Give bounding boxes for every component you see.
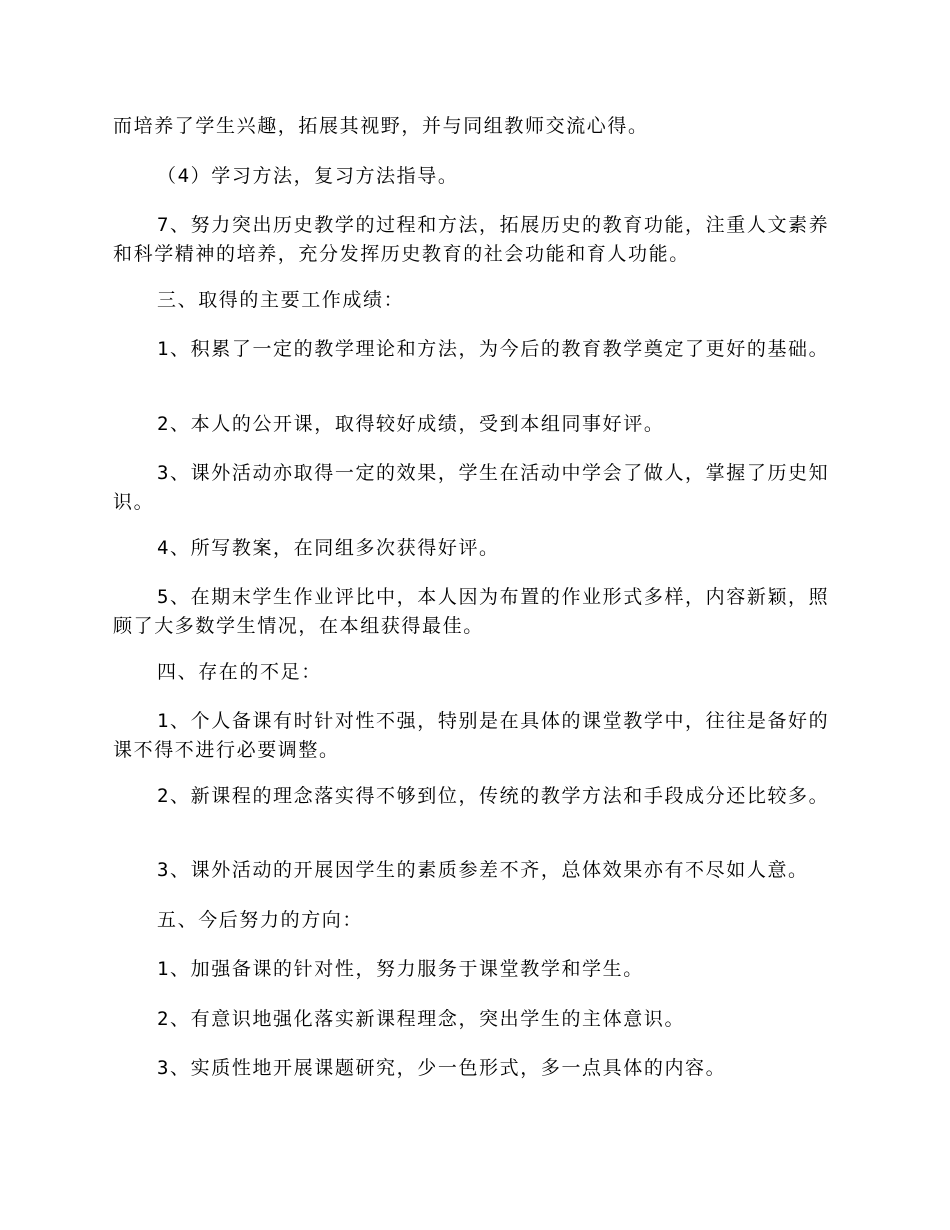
section-heading-achievements: 三、取得的主要工作成绩： [157,289,405,311]
direction-item-3: 3、实质性地开展课题研究，少一色形式，多一点具体的内容。 [157,1057,727,1079]
paragraph-continuation: 而培养了学生兴趣，拓展其视野，并与同组教师交流心得。 [113,115,649,137]
direction-item-1: 1、加强备课的针对性，努力服务于课堂教学和学生。 [157,958,644,980]
section-heading-future-direction: 五、今后努力的方向： [157,909,364,931]
direction-item-2: 2、有意识地强化落实新课程理念，突出学生的主体意识。 [157,1008,686,1030]
achievement-item-3: 3、课外活动亦取得一定的效果，学生在活动中学会了做人，掌握了历史知识。 [113,462,830,513]
achievement-item-2: 2、本人的公开课，取得较好成绩，受到本组同事好评。 [157,413,665,435]
achievement-item-1: 1、积累了一定的教学理论和方法，为今后的教育教学奠定了更好的基础。 [157,338,830,360]
achievement-item-5: 5、在期末学生作业评比中，本人因为布置的作业形式多样，内容新颖，照顾了大多数学生情况，在本组获得最佳。 [113,586,830,637]
achievement-item-4: 4、所写教案，在同组多次获得好评。 [157,537,500,559]
shortcoming-item-2: 2、新课程的理念落实得不够到位，传统的教学方法和手段成分还比较多。 [157,785,830,807]
shortcoming-item-1: 1、个人备课有时针对性不强，特别是在具体的课堂教学中，往往是备好的课不得不进行必要调整。 [113,710,830,761]
paragraph-item-7: 7、努力突出历史教学的过程和方法，拓展历史的教育功能，注重人文素养和科学精神的培养，充分发挥历史教育的社会功能和育人功能。 [113,214,830,265]
paragraph-study-methods: （4）学习方法，复习方法指导。 [157,165,459,187]
section-heading-shortcomings: 四、存在的不足： [157,661,322,683]
shortcoming-item-3: 3、课外活动的开展因学生的素质参差不齐，总体效果亦有不尽如人意。 [157,859,809,881]
